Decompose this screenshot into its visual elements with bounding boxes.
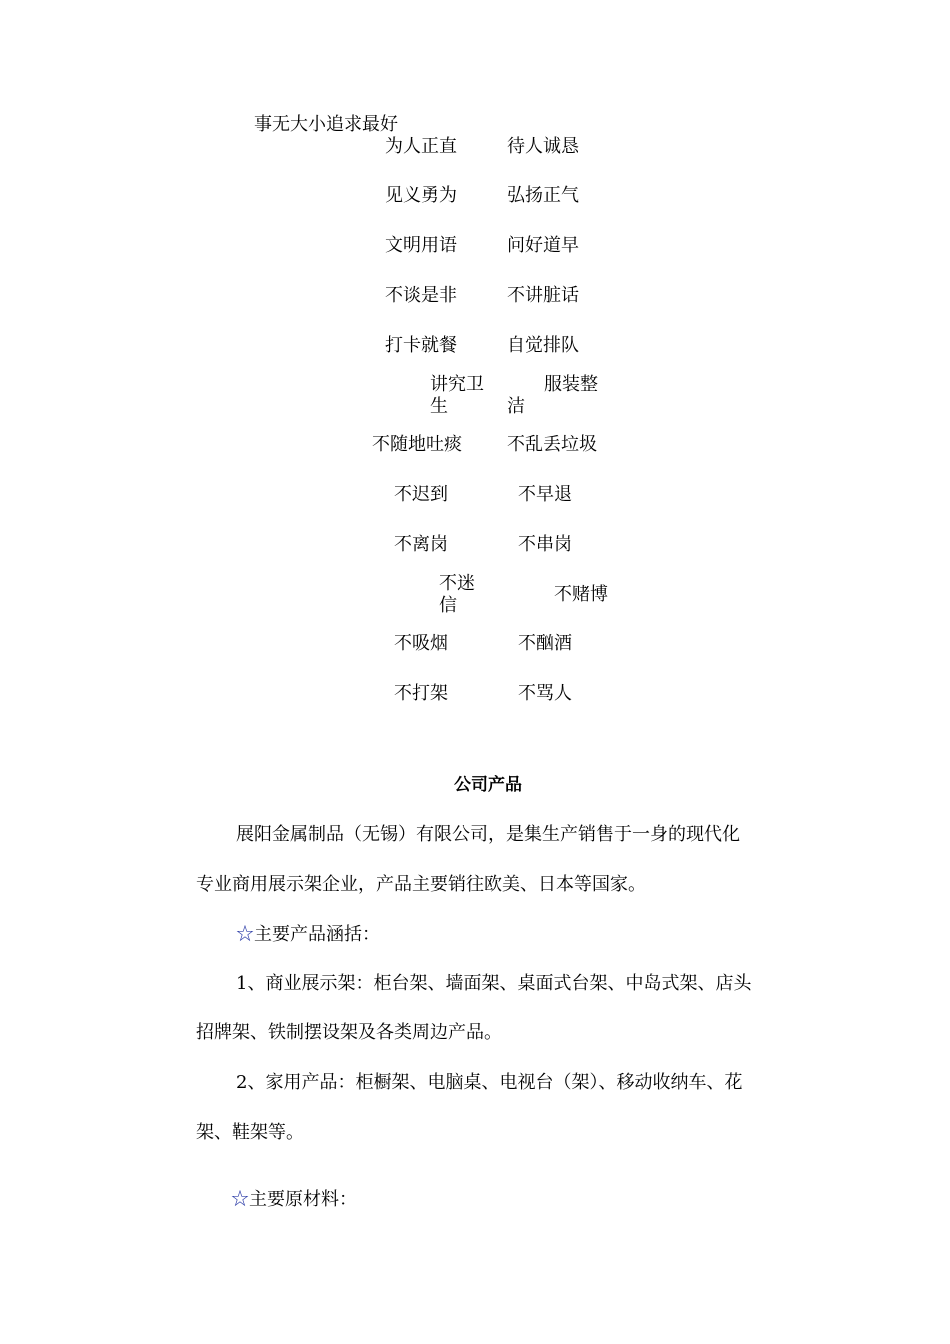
rule-left-line1: 讲究卫 — [430, 374, 484, 395]
rule-right: 不讲脏话 — [507, 285, 579, 306]
intro-line-1: 展阳金属制品（无锡）有限公司，是集生产销售于一身的现代化 — [236, 824, 740, 845]
rule-right: 不骂人 — [518, 683, 572, 704]
item-2-line-1: 2、家用产品：柜橱架、电脑桌、电视台（架）、移动收纳车、花 — [236, 1072, 743, 1093]
intro-line-2: 专业商用展示架企业，产品主要销往欧美、日本等国家。 — [196, 874, 646, 895]
products-heading — [236, 924, 380, 946]
materials-heading-text: 主要原材料： — [249, 1189, 357, 1210]
rule-left: 为人正直 — [385, 136, 457, 157]
rule-right: 自觉排队 — [507, 335, 579, 356]
rule-left: 文明用语 — [385, 235, 457, 256]
rule-left: 不谈是非 — [385, 285, 457, 306]
rule-left: 不迟到 — [394, 484, 448, 505]
rule-right: 弘扬正气 — [507, 185, 579, 206]
rule-right: 待人诚恳 — [507, 136, 579, 157]
products-heading-text: 主要产品涵括： — [254, 924, 380, 945]
rule-right-line1: 服装整 — [544, 374, 598, 395]
item-1-line-2: 招牌架、铁制摆设架及各类周边产品。 — [196, 1022, 502, 1043]
rule-right: 不乱丢垃圾 — [507, 434, 597, 455]
rule-left-line2: 生 — [430, 396, 448, 417]
rule-left: 不打架 — [394, 683, 448, 704]
rule-left: 不吸烟 — [394, 633, 448, 654]
item-1-line-1: 1、商业展示架：柜台架、墙面架、桌面式台架、中岛式架、店头 — [236, 973, 752, 994]
item-2-line-2: 架、鞋架等。 — [196, 1122, 304, 1143]
rule-left: 不离岗 — [394, 534, 448, 555]
rule-right-line2: 洁 — [507, 396, 525, 417]
section-title: 公司产品 — [454, 775, 522, 795]
rule-right: 不酗酒 — [518, 633, 572, 654]
rule-right: 不赌博 — [554, 584, 608, 605]
star-icon: ☆ — [231, 1189, 249, 1210]
rule-left: 不随地吐痰 — [372, 434, 462, 455]
rule-right: 不串岗 — [518, 534, 572, 555]
rule-left-line2: 信 — [439, 595, 457, 616]
star-icon: ☆ — [236, 924, 254, 945]
motto: 事无大小追求最好 — [254, 114, 398, 135]
rule-left: 见义勇为 — [385, 185, 457, 206]
rule-left: 打卡就餐 — [385, 335, 457, 356]
rule-right: 不早退 — [518, 484, 572, 505]
rule-left-line1: 不迷 — [439, 573, 475, 594]
rule-right: 问好道早 — [507, 235, 579, 256]
materials-heading — [231, 1189, 357, 1211]
